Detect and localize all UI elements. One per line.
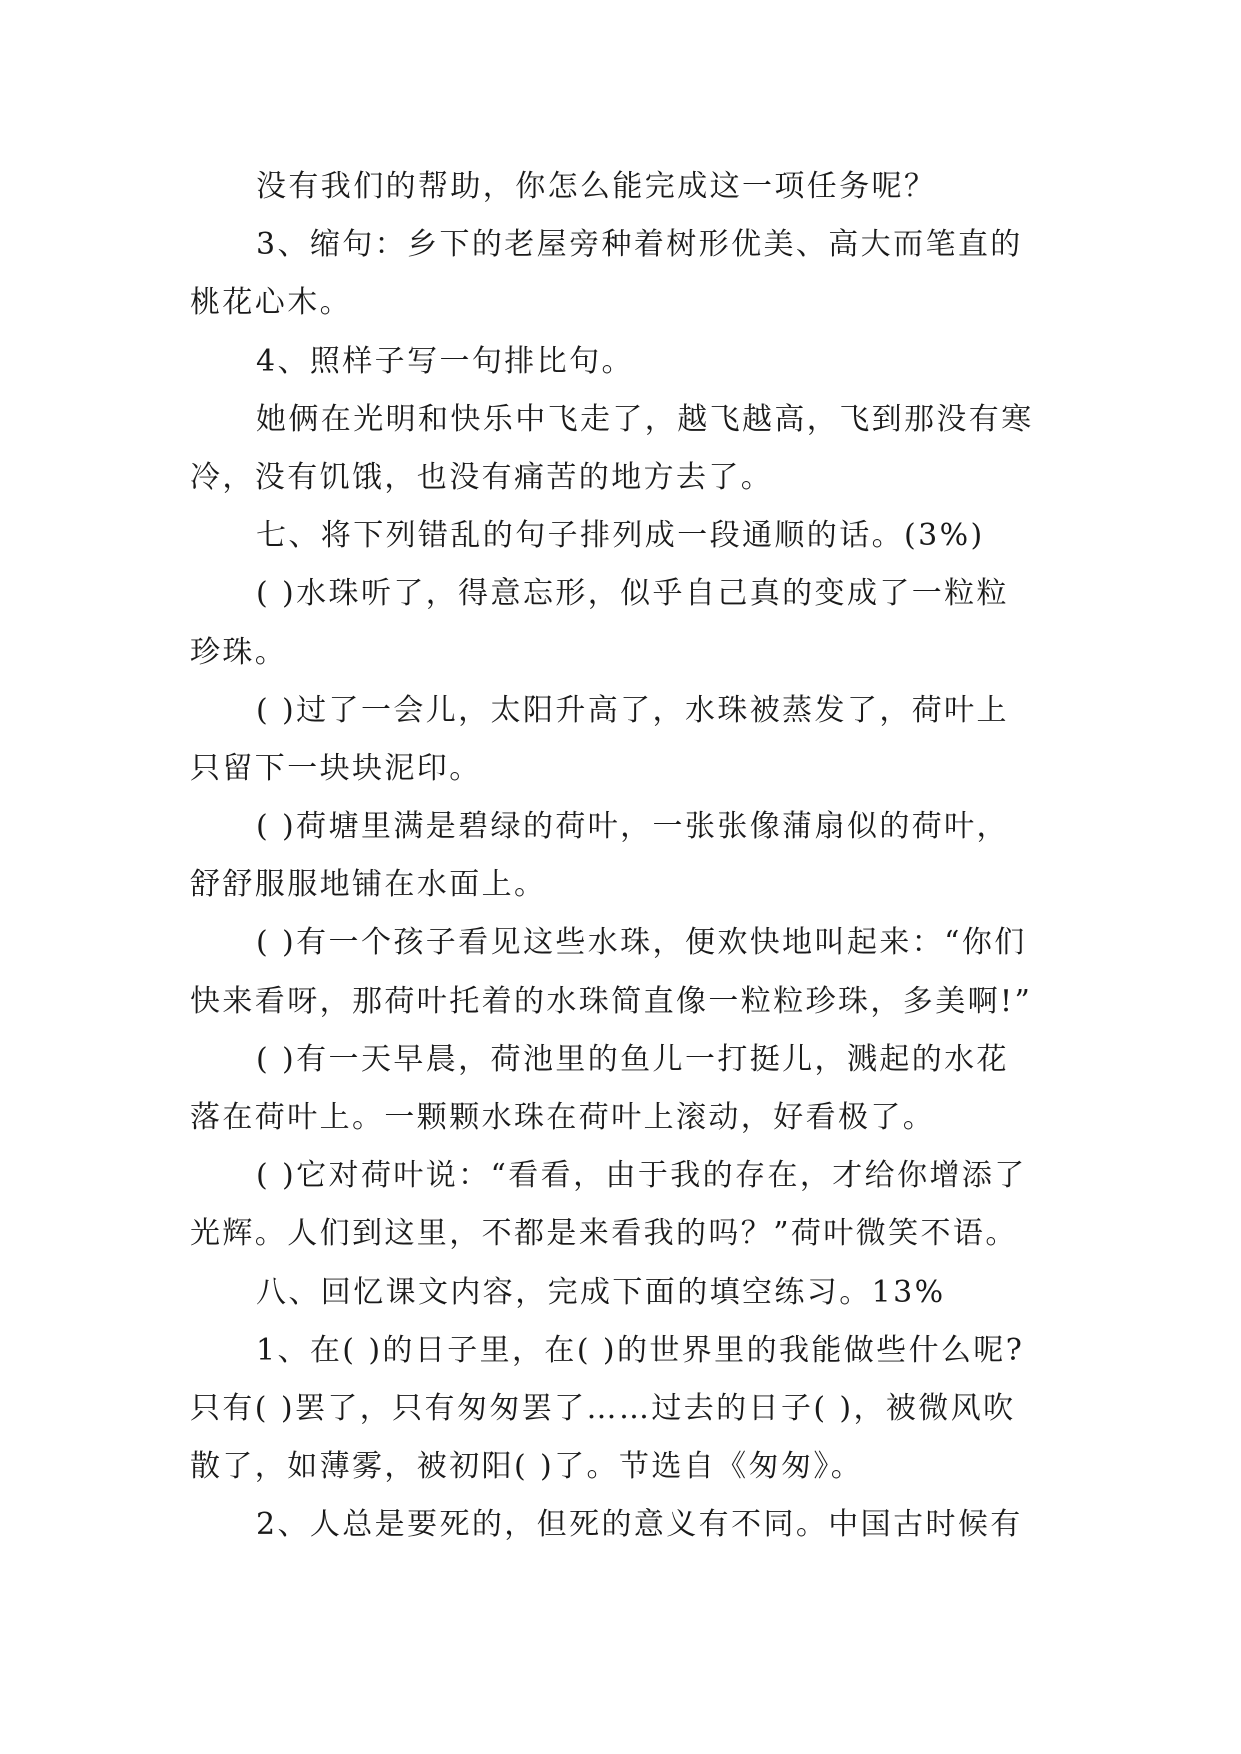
text-line-9: 珍珠。 [190, 634, 288, 670]
text-line-13: 舒舒服服地铺在水面上。 [190, 867, 547, 903]
text-line-19: 光辉。人们到这里，不都是来看我的吗？”荷叶微笑不语。 [190, 1216, 1018, 1252]
text-line-10: ( )过了一会儿，太阳升高了，水珠被蒸发了，荷叶上 [256, 692, 1009, 728]
text-line-5: 她俩在光明和快乐中飞走了，越飞越高，飞到那没有寒 [256, 401, 1034, 437]
text-line-22: 只有( )罢了，只有匆匆罢了……过去的日子( )，被微风吹 [190, 1390, 1016, 1426]
text-line-6: 冷，没有饥饿，也没有痛苦的地方去了。 [190, 459, 774, 495]
text-line-16: ( )有一天早晨，荷池里的鱼儿一打挺儿，溅起的水花 [256, 1041, 1009, 1077]
section-heading-7: 七、将下列错乱的句子排列成一段通顺的话。(3%) [256, 518, 985, 554]
text-line-2: 3、缩句：乡下的老屋旁种着树形优美、高大而笔直的 [256, 227, 1023, 263]
text-line-3: 桃花心木。 [190, 285, 352, 321]
text-line-18: ( )它对荷叶说：“看看，由于我的存在，才给你增添了 [256, 1158, 1027, 1194]
text-line-21: 1、在( )的日子里，在( )的世界里的我能做些什么呢? [256, 1332, 1025, 1368]
text-line-15: 快来看呀，那荷叶托着的水珠简直像一粒粒珍珠，多美啊!” [190, 983, 1033, 1019]
text-line-4: 4、照样子写一句排比句。 [256, 343, 634, 379]
text-line-17: 落在荷叶上。一颗颗水珠在荷叶上滚动，好看极了。 [190, 1100, 936, 1135]
text-line-12: ( )荷塘里满是碧绿的荷叶，一张张像蒲扇似的荷叶， [256, 809, 1009, 845]
text-line-8: ( )水珠听了，得意忘形，似乎自己真的变成了一粒粒 [256, 576, 1009, 612]
document-page [190, 158, 1060, 1555]
text-line-23: 散了，如薄雾，被初阳( )了。节选自《匆匆》。 [190, 1449, 864, 1485]
text-line-11: 只留下一块块泥印。 [190, 750, 482, 786]
section-heading-8: 八、回忆课文内容，完成下面的填空练习。13% [256, 1274, 946, 1310]
text-line-1: 没有我们的帮助，你怎么能完成这一项任务呢？ [256, 169, 937, 204]
text-line-14: ( )有一个孩子看见这些水珠，便欢快地叫起来：“你们 [256, 925, 1027, 961]
text-line-24: 2、人总是要死的，但死的意义有不同。中国古时候有 [256, 1507, 1023, 1543]
